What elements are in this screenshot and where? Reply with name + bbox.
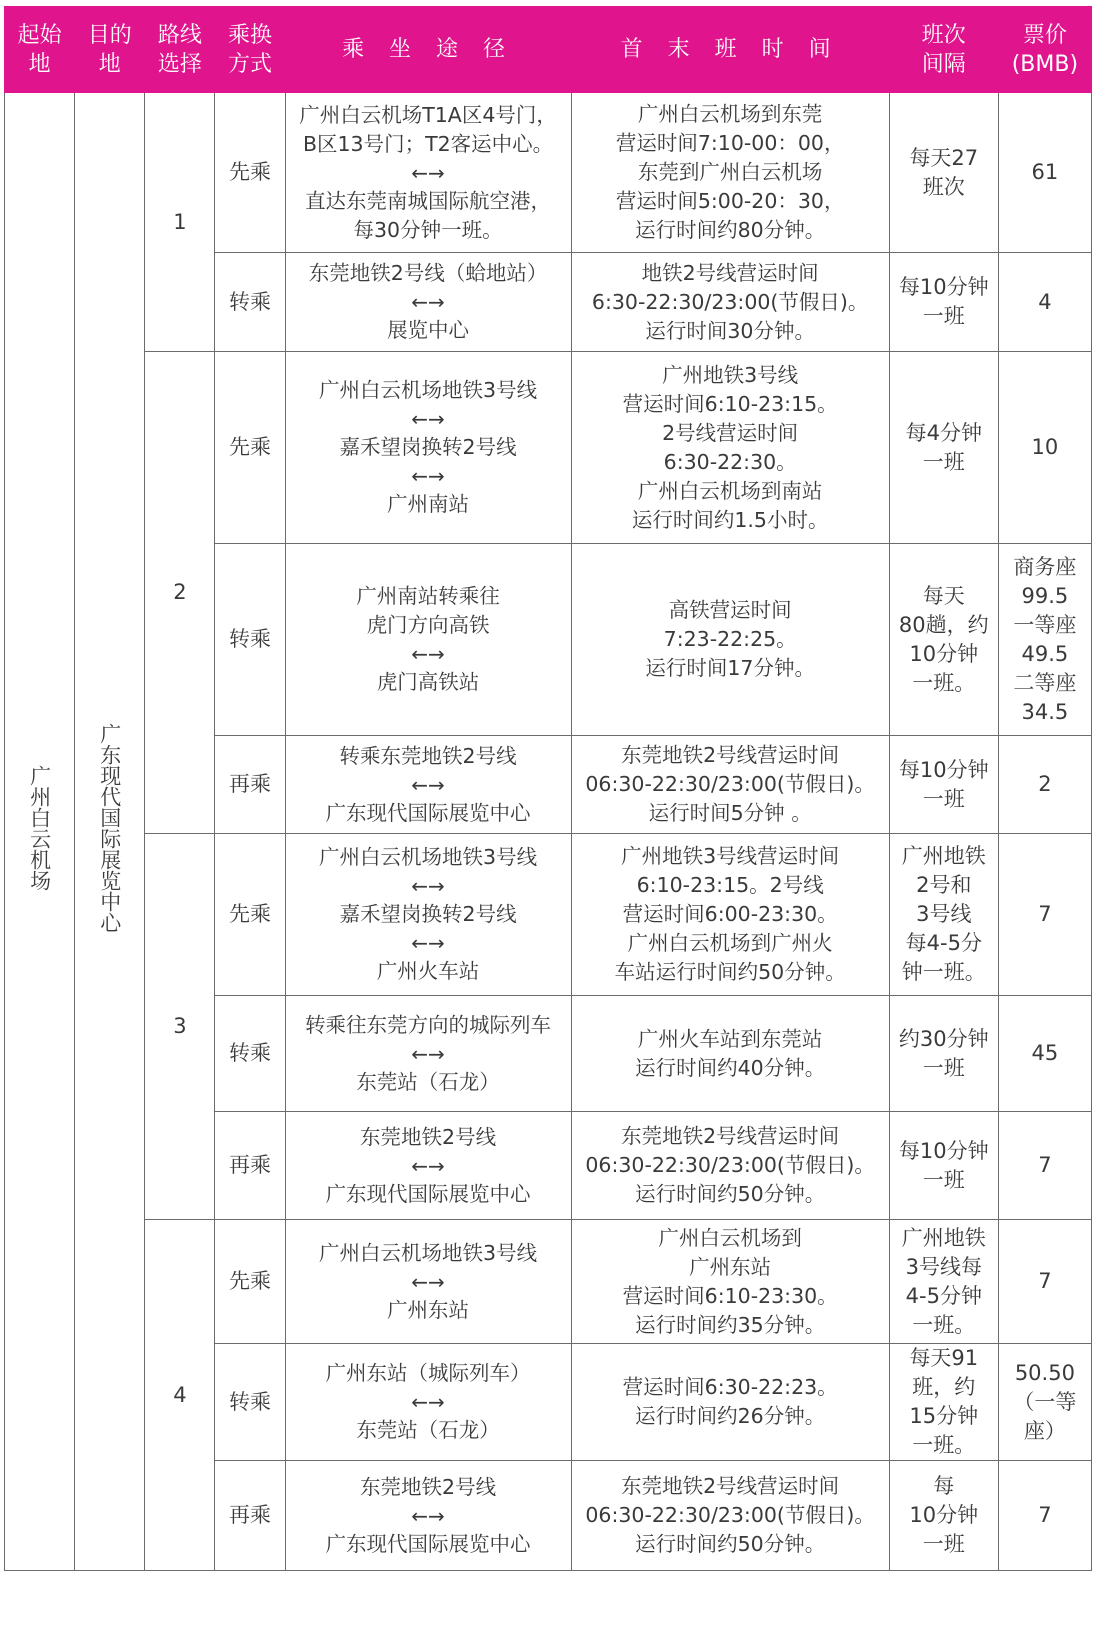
- transfer-arrow-icon: ←→: [411, 407, 445, 431]
- table-row: [5, 352, 1092, 544]
- transfer-arrow-icon: ←→: [411, 1153, 445, 1178]
- cell-line: 运行时间约50分钟。: [635, 1532, 826, 1556]
- cell-line: 嘉禾望岗换转2号线: [339, 435, 517, 459]
- cell-line: 广州白云机场T1A区4号门，: [299, 102, 557, 127]
- interval-cell: [889, 1461, 998, 1571]
- cell-line: 15分钟: [909, 1404, 979, 1428]
- cell-line: 2: [1038, 772, 1052, 796]
- header-transfer: 乘换 方式: [215, 7, 285, 93]
- cell-line: 营运时间5:00-20：30，: [615, 189, 845, 213]
- cell-line: 运行时间30分钟。: [645, 318, 815, 343]
- cell-line: 运行时间约26分钟。: [635, 1404, 826, 1428]
- cell-line: 广州东站: [689, 1254, 772, 1279]
- route-number-cell: 1: [145, 93, 215, 352]
- cell-line: 每10分钟: [898, 1138, 989, 1163]
- cell-line: 车站运行时间约50分钟。: [614, 960, 846, 984]
- cell-line: 7:23-22:25。: [663, 627, 797, 651]
- cell-line: 一等座: [1013, 612, 1077, 637]
- cell-line: 06:30-22:30/23:00(节假日)。: [585, 1503, 875, 1527]
- route-number-cell: 3: [145, 834, 215, 1220]
- transfer-mode-cell: 再乘: [215, 736, 285, 834]
- transfer-mode-cell: 先乘: [215, 93, 285, 253]
- cell-line: 东莞地铁2号线营运时间: [621, 1474, 840, 1498]
- cell-line: 广州白云机场到: [658, 1225, 802, 1250]
- cell-line: 一班: [922, 304, 965, 328]
- cell-line: 二等座: [1013, 670, 1077, 695]
- transfer-arrow-icon: ←→: [411, 464, 445, 488]
- cell-line: 广州白云机场地铁3号线: [319, 845, 538, 869]
- cell-line: 10分钟: [909, 641, 979, 666]
- cell-line: 虎门高铁站: [376, 670, 480, 694]
- cell-line: 运行时间17分钟。: [645, 656, 815, 680]
- cell-line: 2号和: [916, 873, 972, 897]
- route-number-cell: 2: [145, 352, 215, 834]
- interval-cell: [889, 544, 998, 736]
- cell-line: 虎门方向高铁: [366, 613, 490, 637]
- transfer-mode-cell: 转乘: [215, 996, 285, 1112]
- cell-line: 3号线每: [905, 1254, 982, 1279]
- cell-line: 34.5: [1021, 699, 1069, 724]
- cell-line: 一班: [922, 786, 965, 811]
- cell-line: 4: [1038, 289, 1052, 314]
- price-cell: [998, 93, 1091, 253]
- transfer-arrow-icon: ←→: [411, 874, 445, 898]
- cell-line: 99.5: [1021, 583, 1069, 608]
- schedule-cell: [571, 1461, 889, 1571]
- cell-line: 营运时间6:30-22:23。: [622, 1375, 838, 1399]
- route-path-cell: [285, 736, 571, 834]
- cell-line: 东莞地铁2号线营运时间: [621, 743, 840, 767]
- price-cell: [998, 996, 1091, 1112]
- cell-line: 东莞地铁2号线（蛤地站）: [308, 261, 548, 285]
- cell-line: 直达东莞南城国际航空港，: [305, 188, 552, 213]
- cell-line: 7: [1038, 1269, 1052, 1293]
- cell-line: 运行时间约1.5小时。: [631, 507, 829, 532]
- price-cell: [998, 1461, 1091, 1571]
- schedule-cell: [571, 996, 889, 1112]
- cell-line: 东莞站（石龙）: [356, 1069, 500, 1094]
- transfer-mode-cell: 先乘: [215, 1220, 285, 1344]
- origin-cell: [5, 93, 75, 1571]
- schedule-cell: [571, 93, 889, 253]
- route-path-cell: [285, 352, 571, 544]
- cell-line: 东莞地铁2号线: [360, 1124, 497, 1149]
- cell-line: 嘉禾望岗换转2号线: [339, 902, 517, 926]
- cell-line: B区13号门；T2客运中心。: [302, 131, 554, 156]
- price-cell: [998, 253, 1091, 352]
- cell-line: 2号线营运时间: [662, 420, 799, 445]
- price-cell: [998, 352, 1091, 544]
- cell-line: 运行时间约35分钟。: [635, 1312, 826, 1337]
- schedule-cell: [571, 253, 889, 352]
- cell-line: 6:10-23:15。2号线: [636, 873, 824, 897]
- cell-line: 每10分钟: [898, 275, 989, 299]
- origin-label: 广州白云机场: [27, 764, 52, 891]
- cell-line: 广州地铁: [901, 1225, 986, 1250]
- cell-line: 每天27: [909, 145, 979, 170]
- schedule-cell: [571, 1344, 889, 1461]
- cell-line: 广州南站转乘往: [356, 584, 500, 608]
- transfer-mode-cell: 转乘: [215, 1344, 285, 1461]
- destination-cell: [75, 93, 145, 1571]
- cell-line: 每天91: [909, 1346, 979, 1370]
- header-times: 首 末 班 时 间: [571, 7, 889, 93]
- cell-line: 班，约: [912, 1375, 976, 1399]
- interval-cell: [889, 352, 998, 544]
- table-row: [5, 834, 1092, 996]
- cell-line: 营运时间6:10-23:15。: [622, 391, 838, 416]
- header-path: 乘 坐 途 径: [285, 7, 571, 93]
- cell-line: 61: [1031, 160, 1059, 184]
- cell-line: 3号线: [916, 902, 972, 926]
- cell-line: 展览中心: [387, 318, 470, 342]
- cell-line: 50.50: [1014, 1360, 1075, 1385]
- cell-line: 广州南站: [387, 492, 470, 516]
- cell-line: 06:30-22:30/23:00(节假日)。: [585, 772, 875, 796]
- cell-line: 广州东站（城际列车）: [325, 1361, 531, 1385]
- cell-line: 广州白云机场地铁3号线: [319, 378, 538, 402]
- table-row: [5, 93, 1092, 253]
- cell-line: 广州白云机场到东莞: [637, 102, 823, 126]
- cell-line: 广东现代国际展览中心: [325, 800, 531, 825]
- cell-line: 一班: [922, 1532, 965, 1556]
- cell-line: 7: [1038, 902, 1052, 926]
- cell-line: 4-5分钟: [905, 1283, 982, 1308]
- interval-cell: [889, 93, 998, 253]
- transfer-arrow-icon: ←→: [411, 290, 445, 314]
- route-path-cell: [285, 253, 571, 352]
- transfer-arrow-icon: ←→: [411, 1041, 445, 1066]
- schedule-cell: [571, 352, 889, 544]
- price-cell: [998, 834, 1091, 996]
- price-cell: [998, 1220, 1091, 1344]
- cell-line: 每30分钟一班。: [353, 217, 503, 242]
- cell-line: 每10分钟: [898, 757, 989, 782]
- transfer-arrow-icon: ←→: [411, 1390, 445, 1414]
- route-path-cell: [285, 1461, 571, 1571]
- interval-cell: [889, 736, 998, 834]
- route-path-cell: [285, 93, 571, 253]
- header-destination: 目的 地: [75, 7, 145, 93]
- cell-line: 10: [1031, 435, 1059, 459]
- route-path-cell: [285, 1344, 571, 1461]
- cell-line: 约30分钟: [898, 1026, 989, 1051]
- interval-cell: [889, 1112, 998, 1220]
- cell-line: 东莞站（石龙）: [356, 1418, 500, 1442]
- cell-line: 座）: [1023, 1418, 1066, 1443]
- cell-line: （一等: [1013, 1389, 1077, 1414]
- cell-line: 营运时间7:10-00：00，: [615, 131, 845, 155]
- cell-line: 广州白云机场地铁3号线: [319, 1240, 538, 1265]
- transport-route-table: [4, 6, 1092, 1571]
- cell-line: 一班。: [912, 670, 976, 695]
- cell-line: 7: [1038, 1503, 1052, 1527]
- cell-line: 东莞地铁2号线: [360, 1474, 497, 1499]
- cell-line: 班次: [922, 174, 965, 199]
- price-cell: [998, 544, 1091, 736]
- cell-line: 广州东站: [387, 1297, 470, 1322]
- transfer-mode-cell: 转乘: [215, 253, 285, 352]
- cell-line: 广州白云机场到广州火: [627, 931, 833, 955]
- cell-line: 运行时间约40分钟。: [635, 1055, 826, 1080]
- cell-line: 东莞到广州白云机场: [637, 160, 823, 184]
- cell-line: 10分钟: [909, 1503, 979, 1527]
- cell-line: 营运时间6:00-23:30。: [622, 902, 838, 926]
- transfer-arrow-icon: ←→: [411, 772, 445, 797]
- cell-line: 运行时间5分钟 。: [648, 801, 812, 825]
- cell-line: 地铁2号线营运时间: [641, 260, 819, 285]
- price-cell: [998, 1112, 1091, 1220]
- cell-line: 运行时间约50分钟。: [635, 1182, 826, 1206]
- cell-line: 运行时间约80分钟。: [635, 218, 826, 242]
- header-route: 路线 选择: [145, 7, 215, 93]
- header-price: 票价 (BMB): [998, 7, 1091, 93]
- cell-line: 一班: [922, 449, 965, 474]
- destination-label: 广东现代国际展览中心: [97, 722, 122, 933]
- cell-line: 49.5: [1021, 641, 1069, 666]
- cell-line: 东莞地铁2号线营运时间: [621, 1124, 840, 1148]
- interval-cell: [889, 1220, 998, 1344]
- interval-cell: [889, 996, 998, 1112]
- cell-line: 80趟，约: [898, 612, 989, 637]
- transfer-arrow-icon: ←→: [411, 1269, 445, 1294]
- cell-line: 06:30-22:30/23:00(节假日)。: [585, 1153, 875, 1177]
- route-path-cell: [285, 544, 571, 736]
- cell-line: 转乘往东莞方向的城际列车: [305, 1012, 552, 1037]
- table-row: [5, 1220, 1092, 1344]
- cell-line: 钟一班。: [901, 960, 986, 984]
- cell-line: 广州白云机场到南站: [637, 478, 823, 503]
- cell-line: 广州地铁3号线营运时间: [621, 844, 840, 868]
- transfer-arrow-icon: ←→: [411, 642, 445, 666]
- cell-line: 广州地铁3号线: [662, 362, 799, 387]
- cell-line: 广州火车站到东莞站: [637, 1026, 823, 1051]
- interval-cell: [889, 253, 998, 352]
- header-origin: 起始 地: [5, 7, 75, 93]
- price-cell: [998, 1344, 1091, 1461]
- transfer-arrow-icon: ←→: [411, 931, 445, 955]
- route-path-cell: [285, 996, 571, 1112]
- cell-line: 45: [1031, 1041, 1059, 1065]
- interval-cell: [889, 834, 998, 996]
- route-number-cell: 4: [145, 1220, 215, 1571]
- transfer-mode-cell: 再乘: [215, 1112, 285, 1220]
- interval-cell: [889, 1344, 998, 1461]
- cell-line: 广州地铁: [901, 844, 986, 868]
- transfer-mode-cell: 先乘: [215, 834, 285, 996]
- cell-line: 高铁营运时间: [668, 598, 792, 622]
- route-path-cell: [285, 1220, 571, 1344]
- cell-line: 6:30-22:30。: [663, 449, 797, 474]
- cell-line: 6:30-22:30/23:00(节假日)。: [591, 289, 869, 314]
- cell-line: 每天: [922, 583, 965, 608]
- cell-line: 营运时间6:10-23:30。: [622, 1283, 838, 1308]
- cell-line: 转乘东莞地铁2号线: [339, 743, 517, 768]
- schedule-cell: [571, 834, 889, 996]
- transfer-mode-cell: 转乘: [215, 544, 285, 736]
- route-path-cell: [285, 834, 571, 996]
- transfer-mode-cell: 再乘: [215, 1461, 285, 1571]
- cell-line: 广东现代国际展览中心: [325, 1531, 531, 1556]
- cell-line: 一班: [922, 1055, 965, 1080]
- cell-line: 广州火车站: [376, 959, 480, 983]
- cell-line: 每4-5分: [905, 931, 982, 955]
- schedule-cell: [571, 1112, 889, 1220]
- header-interval: 班次 间隔: [889, 7, 998, 93]
- cell-line: 每: [933, 1474, 955, 1498]
- cell-line: 一班: [922, 1167, 965, 1192]
- schedule-cell: [571, 544, 889, 736]
- table-body: [5, 93, 1092, 1571]
- cell-line: 每4分钟: [905, 420, 982, 445]
- transfer-arrow-icon: ←→: [411, 160, 445, 185]
- cell-line: 一班。: [912, 1312, 976, 1337]
- schedule-cell: [571, 736, 889, 834]
- cell-line: 商务座: [1013, 554, 1077, 579]
- cell-line: 一班。: [912, 1433, 976, 1457]
- header-row: [5, 7, 1092, 93]
- cell-line: 广东现代国际展览中心: [325, 1181, 531, 1206]
- price-cell: [998, 736, 1091, 834]
- route-path-cell: [285, 1112, 571, 1220]
- cell-line: 7: [1038, 1153, 1052, 1177]
- transfer-mode-cell: 先乘: [215, 352, 285, 544]
- transfer-arrow-icon: ←→: [411, 1503, 445, 1528]
- schedule-cell: [571, 1220, 889, 1344]
